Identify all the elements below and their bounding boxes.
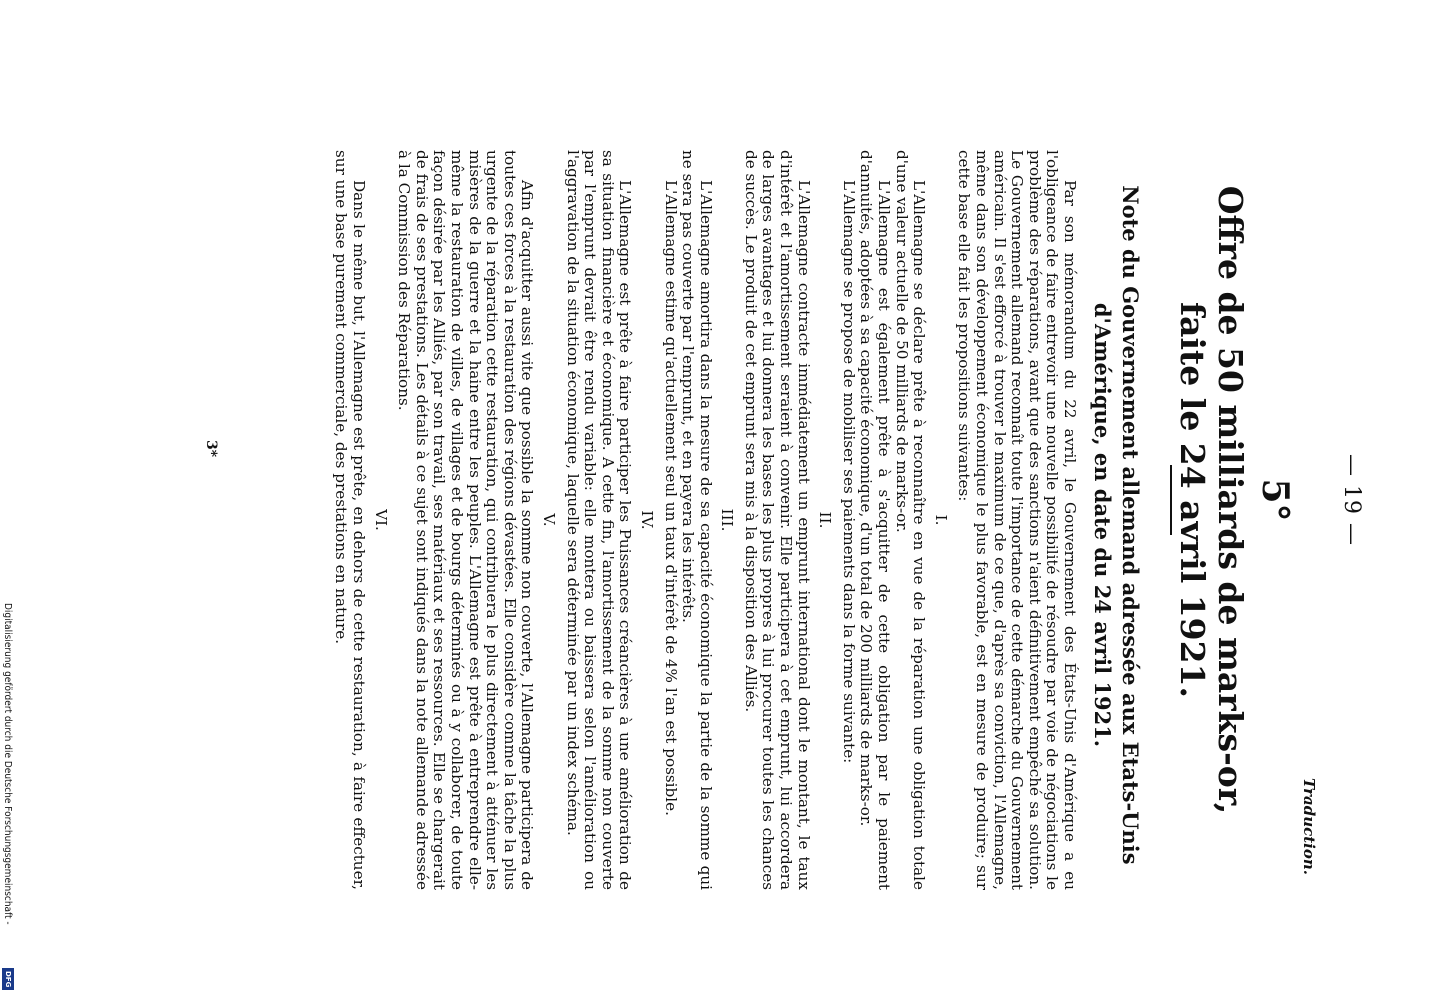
dfg-logo: DFG bbox=[2, 968, 14, 990]
paragraph: L'Allemagne amortira dans la mesure de sa capacité économique la partie de la somme qui ne sera pas couverte par l'emprunt, et en payera les intérêts. bbox=[679, 150, 715, 890]
section-heading: V. bbox=[539, 513, 558, 527]
paragraph: L'Allemagne se déclare prête à reconnaître en vue de la réparation une obligation totale d'une valeur actuelle de 50 milliards de marks-or. bbox=[892, 150, 929, 890]
title-rule bbox=[1170, 465, 1172, 535]
signature-mark: 3* bbox=[203, 440, 219, 458]
paragraph: L'Allemagne contracte immédiatement un emprunt international dont le montant, le taux d'intérêt et l'amortissement seraient à convenir. Elle participera à cet emprunt, lui accordera de larges avantages et lui donnera les bases les plus propres à lui procurer toutes les chances de succès. Le produit de cet emprunt sera mis à la disposition des Alliés. bbox=[741, 150, 813, 890]
note-title: Note du Gouvernement allemand adressée aux Etats-Unis d'Amérique, en date du 24 avril 1921. bbox=[1090, 185, 1143, 865]
digitization-credit: Digitalisierung gefördert durch die Deutsche Forschungsgemeinschaft - bbox=[2, 603, 13, 925]
section-heading: II. bbox=[816, 511, 835, 529]
paragraph: Dans le même but, l'Allemagne est prête, en dehors de cette restauration, à faire effectuer, sur une base purement commerciale, des prestations en nature. bbox=[332, 150, 369, 890]
section-heading: III. bbox=[718, 508, 737, 532]
paragraph: L'Allemagne est prête à faire participer les Puissances créancières à une amélioration de sa situation financière et économique. A cette fin, l'amortissement de la somme non couverte par l'emprunt devrait être rendu variable: elle montera ou baissera selon l'amélioration ou l'aggravation de la situation économique, laquelle sera déterminée par un index schéma. bbox=[563, 150, 635, 890]
paragraph: L'Allemagne est également prête à s'acquitter de cette obligation par le paiement d'annuités, adoptées à sa capacité économique, d'un total de 200 milliards de marks-or. bbox=[857, 150, 894, 890]
traduction-label: Traduction. bbox=[1300, 778, 1318, 875]
offer-number: 5° bbox=[1254, 478, 1296, 522]
paragraph: L'Allemagne se propose de mobiliser ses paiements dans la forme suivante: bbox=[839, 180, 858, 764]
section-heading: IV. bbox=[637, 510, 656, 530]
section-heading: VI. bbox=[371, 509, 390, 531]
paragraph: Par son mémorandum du 22 avril, le Gouvernement des États-Unis d'Amérique a eu l'obligeance de faire entrevoir une nouvelle possibilité de résoudre par voie de négociations le problème des réparations, avant que des sanctions n'aient définitivement empêché sa solution. Le Gouvernement allemand reconnaît toute l'importance de cette démarche du Gouvernement américain. Il s'est efforcé à trouver le maximum de ce que, d'après sa conviction, l'Allemagne, même dans son développement économique le plus favorable, est en mesure de produire; sur cette base elle fait les propositions suivantes: bbox=[955, 150, 1079, 890]
paragraph: Afin d'acquitter aussi vite que possible la somme non couverte, l'Allemagne participera de toutes ces forces à la restauration des régions dévastées. Elle considère comme la tâche la plus urgente de la réparation cette restauration, qui contribuera le plus directement à atténuer les misères de la guerre et la haine entre les peuples. L'Allemagne est prête à entreprendre elle-même la restauration de villes, de villages et de bourgs déterminés ou à y collaborer, de toute façon désirée par les Alliés, par son travail, ses matériaux et ses ressources. Elle se chargerait de frais de ses prestations. Les détails à ce sujet sont indiqués dans la note allemande adressée à la Commission des Réparations. bbox=[395, 150, 537, 890]
section-heading: I. bbox=[931, 514, 950, 526]
body-text bbox=[332, 150, 1078, 890]
offer-title: Offre de 50 milliards de marks-or, faite le 24 avril 1921. bbox=[1173, 185, 1250, 815]
page-number: — 19 — bbox=[1339, 454, 1364, 546]
paragraph: L'Allemagne estime qu'actuellement seul un taux d'intérêt de 4% l'an est possible. bbox=[661, 180, 680, 816]
